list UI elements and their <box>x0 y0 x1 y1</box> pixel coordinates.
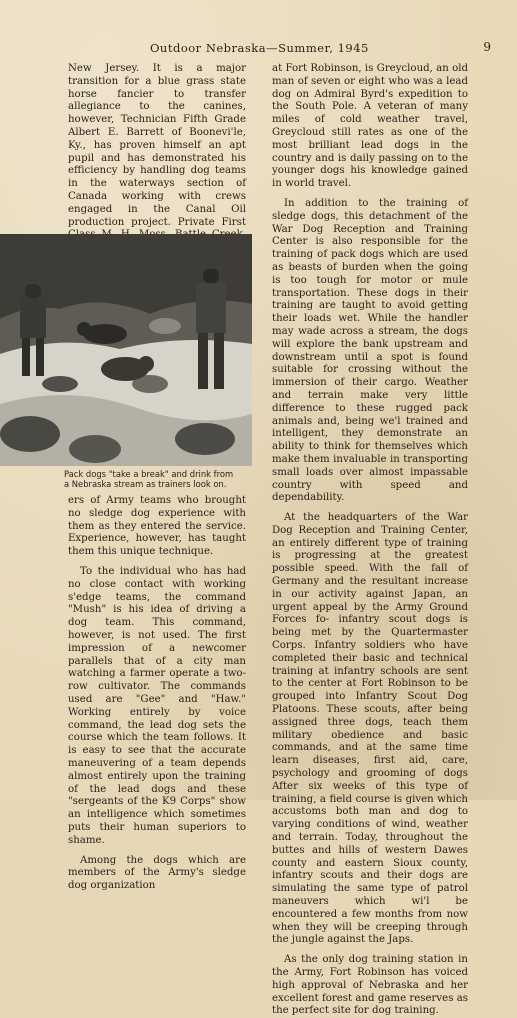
left-column-bottom <box>68 495 246 892</box>
photo-pack-dogs <box>0 234 252 466</box>
paragraph: Among the dogs which are members of the Army's sledge dog organization <box>68 854 246 892</box>
photo-caption <box>64 469 249 489</box>
paragraph: New Jersey. It is a major transition for a blue grass state horse fancier to transfer allegiance to the canines, however, Technician Fifth Grade Albert E. Barrett of Boonevi'le, Ky., has proven himself an apt pupil and has demonstrated his efficiency by handling dog teams in the waterways section of Canada working with crews engaged in the Canal Oil production project. Private First <box>68 63 246 228</box>
paragraph: ers of Army teams who brought no sledge dog experience with them as they entered the service. Experience, however, has taught them this unique technique. <box>68 495 246 558</box>
paragraph: In addition to the training of sledge dogs, this detachment of the War Dog Reception and Training Center is also responsible for the training of pack dogs which are used as beasts of burden when the going is too tough for motor or mule transportation. These dogs in their training are taught to avoid getting their loads wet. While the handler may wade across a stream, the dogs will explore the bank upstream and downstream until a spot is found suitable for crossing without the immersion of their cargo. Weather and terrain make very little difference to these rugged pack animals and, being we'l trained and intelligent, they demonstrate an ability to think for themselves which make them invaluable in transporting small loads over almost impassable country with speed and dependability. <box>272 197 468 504</box>
paragraph: To the individual who has had no close contact with working s'edge teams, the command "Mush" is his idea of driving a dog team. This command, however, is not used. The first impression of a newcomer parallels that of a city man watching a farmer operate a two-row cultivator. The commands used are "Gee" and "Haw." Working entirely by voice command, the lead dog sets the course which the team follows. It is easy to see that the accurate maneuvering of a team depends almost entirely upon the training of the lead dogs and these "sergeants of the K9 Corps" show an intelligence which sometimes puts their human superiors to shame. <box>68 565 246 846</box>
paragraph: at Fort Robinson, is Greycloud, an old man of seven or eight who was a lead dog on Admiral Byrd's expedition to the South Pole. A veteran of many miles of cold weather travel, Greycloud still rates as one of the most brilliant lead dogs in the country and is daily passing on to the younger dogs his knowledge gained in world travel. <box>272 63 468 190</box>
caption-line: a Nebraska stream as trainers look on. <box>64 479 227 489</box>
page-number: 9 <box>483 40 491 54</box>
paragraph: As the only dog training station in the Army, Fort Robinson has voiced high approval of Nebraska and her excellent forest and game reserves as the perfect site for dog training. <box>272 954 468 1017</box>
caption-line: Pack dogs "take a break" and drink from <box>64 469 234 479</box>
photo-illustration <box>0 234 252 466</box>
paragraph: At the headquarters of the War Dog Reception and Training Center, an entirely different type of training is progressing at the greatest possible speed. With the fall of Germany and the resultant increase in our activity against Japan, an urgent appeal by the Army Ground Forces fo- infantry scout dogs is being met by the Quartermaster Corps. Infantry soldiers who have completed their basic and technical training at infantry schools are sent to the center at Fort Robinson to be grouped into Infantry Scout Dog Platoons. These scouts, after being assigned three dogs, teach them military obedience and basic commands, and at the same time learn diseases, first aid, care, psychology and grooming of dogs After six weeks of this type of training, a field course is given which accustoms both man and dog to varying conditions of wind, weather and terrain. Today, throughout the buttes and hills of western Dawes county and eastern Sioux county, infantry scouts and their dogs are simulating the same type of patrol maneuvers which wi'l be encountered a few months from now when they will be creeping through the jungle against the Japs. <box>272 512 468 946</box>
left-column-top <box>68 63 246 228</box>
header-title: Outdoor Nebraska—Summer, 1945 <box>150 41 369 55</box>
running-header <box>150 41 491 57</box>
right-column <box>272 63 468 1017</box>
